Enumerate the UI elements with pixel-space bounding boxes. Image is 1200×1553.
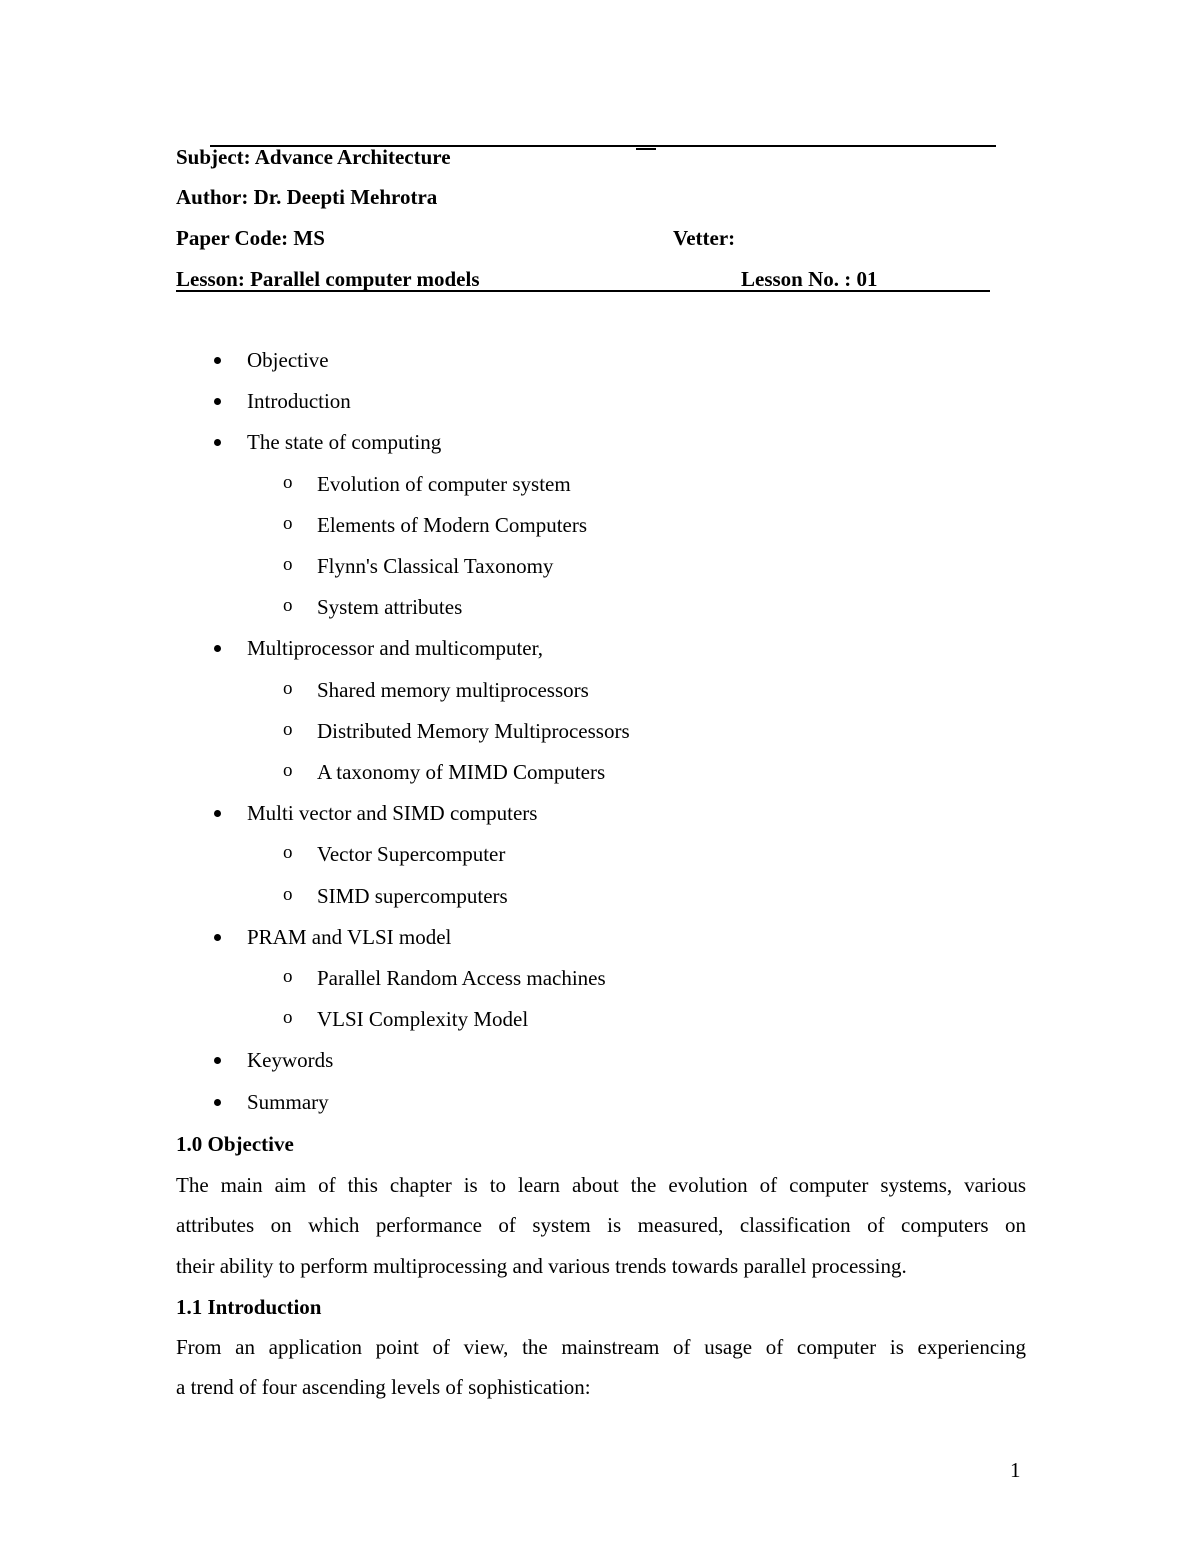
outline-subitem: Distributed Memory Multiprocessors	[317, 718, 630, 743]
outline-item: Multiprocessor and multicomputer,	[247, 636, 544, 661]
author-line: Author: Dr. Deepti Mehrotra	[176, 185, 438, 209]
bullet-dot-icon	[214, 439, 221, 446]
outline-item: Introduction	[247, 389, 351, 414]
vetter-label: Vetter:	[673, 226, 736, 250]
lesson-number: Lesson No. : 01	[741, 267, 878, 291]
lesson-title: Lesson: Parallel computer models	[176, 267, 480, 291]
outline-subitem: A taxonomy of MIMD Computers	[317, 760, 606, 784]
introduction-line-2: a trend of four ascending levels of sophistication:	[176, 1375, 591, 1399]
outline-item: The state of computing	[247, 430, 442, 455]
outline-item: Keywords	[247, 1048, 334, 1073]
introduction-line-1: From an application point of view, the mainstream of usage of computer is experiencing	[176, 1335, 1026, 1359]
sub-bullet-icon: o	[283, 842, 293, 864]
outline-item: Summary	[247, 1089, 329, 1114]
bullet-dot-icon	[214, 1099, 221, 1106]
header-top-rule-notch	[636, 148, 656, 150]
objective-line-3: their ability to perform multiprocessing and various trends towards parallel processing.	[176, 1254, 907, 1278]
paper-code: Paper Code: MS	[176, 226, 325, 250]
sub-bullet-icon: o	[283, 471, 293, 493]
outline-subitem: SIMD supercomputers	[317, 883, 508, 908]
sub-bullet-icon: o	[283, 718, 293, 740]
bullet-dot-icon	[214, 1057, 221, 1064]
outline-subitem: Flynn's Classical Taxonomy	[317, 554, 554, 578]
outline-item: Multi vector and SIMD computers	[247, 801, 538, 826]
outline-subitem: Parallel Random Access machines	[317, 966, 606, 990]
sub-bullet-icon: o	[283, 760, 293, 781]
outline-item: PRAM and VLSI model	[247, 924, 452, 949]
bullet-dot-icon	[214, 934, 221, 941]
objective-line-1: The main aim of this chapter is to learn about the evolution of computer systems, various	[176, 1173, 1026, 1197]
outline-subitem: System attributes	[317, 595, 463, 620]
header-bottom-rule	[176, 290, 990, 292]
objective-line-2: attributes on which performance of system is measured, classification of computers on	[176, 1213, 1026, 1237]
sub-bullet-icon: o	[283, 677, 293, 699]
sub-bullet-icon: o	[283, 512, 293, 534]
sub-bullet-icon: o	[283, 1007, 293, 1029]
outline-subitem: Shared memory multiprocessors	[317, 677, 589, 702]
sub-bullet-icon: o	[283, 966, 293, 987]
bullet-dot-icon	[214, 398, 221, 405]
page-number: 1	[1010, 1458, 1021, 1482]
subject-line: Subject: Advance Architecture	[176, 145, 451, 169]
outline-item: Objective	[247, 348, 329, 372]
outline-subitem: VLSI Complexity Model	[317, 1007, 529, 1032]
outline-subitem: Evolution of computer system	[317, 471, 571, 496]
outline-subitem: Vector Supercomputer	[317, 842, 506, 867]
sub-bullet-icon: o	[283, 883, 293, 905]
sub-bullet-icon: o	[283, 554, 293, 575]
objective-heading: 1.0 Objective	[176, 1132, 294, 1156]
bullet-dot-icon	[214, 645, 221, 652]
outline-subitem: Elements of Modern Computers	[317, 512, 588, 537]
introduction-heading: 1.1 Introduction	[176, 1295, 322, 1319]
bullet-dot-icon	[214, 357, 221, 364]
bullet-dot-icon	[214, 810, 221, 817]
sub-bullet-icon: o	[283, 595, 293, 617]
